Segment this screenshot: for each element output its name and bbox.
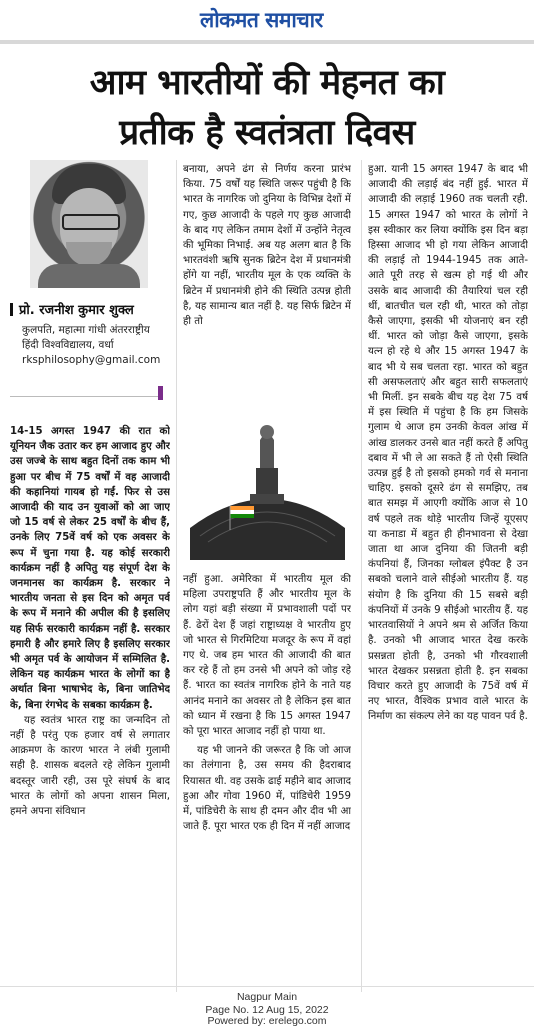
article-paragraph: यह स्वतंत्र भारत राष्ट्र का जन्मदिन तो नहीं है परंतु एक हजार वर्ष से लगातार आक्रमण के कारण भारत ने लंबी गुलामी सही है. शासक बदलते रहे लेकिन गुलामी बदस्तूर जारी रही, उस पूरे संघर्ष के बाद भारत के लोगों को अपना शासन मिला, हमने अपना संविधान xyxy=(10,714,170,818)
author-photo-beard xyxy=(66,242,112,266)
headline-line-2: प्रतीक है स्वतंत्रता दिवस xyxy=(119,113,415,153)
article-paragraph: नहीं हुआ. अमेरिका में भारतीय मूल की महिला उपराष्ट्रपति हैं और भारतीय मूल के लोग यहां बड़ी संख्या में प्रभावशाली पदों पर हैं. ढेरों देश हैं जहां राष्ट्राध्यक्ष वे भारतीय हुए जो भारत से गिरमिटिया मजदूर के रूप में वहां गए थे. जब हम भारत की आजादी की बात कर रहे हैं तो हम उनसे भी अपने को जोड़ रहे हैं. भारत का स्वतंत्र नागरिक होने के नाते यह आनंद मनाने का अवसर तो है लेकिन इस बात को ध्यान में रखना है कि 15 अगस्त 1947 को पूरा भारत आजाद नहीं हो पाया था. xyxy=(183,574,351,738)
headline-line-1: आम भारतीयों की मेहनत का xyxy=(89,63,445,103)
author-photo-shirt xyxy=(38,264,140,288)
author-rule xyxy=(10,396,160,397)
footer-edition: Nagpur Main xyxy=(236,991,298,1003)
article-column-1 xyxy=(10,424,170,989)
footer-powered-by[interactable]: Powered by: erelego.com xyxy=(207,1015,327,1027)
article-paragraph: यह भी जानने की जरूरत है कि जो आज का तेलंगाना है, उस समय की हैदराबाद रियासत थी. वह उसके ढाई महीने बाद आजाद हुआ और गोवा 1960 में, पांडिचेरी 1959 में, पांडिचेरी के साथ ही दमन और दीव भी आ जाते हैं. पूरा भारत एक ही दिन में नहीं आजाद xyxy=(183,745,351,833)
author-photo-glasses xyxy=(62,214,120,230)
author-rule-mark xyxy=(158,386,163,400)
author-name-text: प्रो. रजनीश कुमार शुक्ल xyxy=(19,303,134,318)
article-column-2-bottom xyxy=(183,572,351,992)
column-divider-2 xyxy=(361,160,362,992)
parliament-dome-illustration xyxy=(190,410,345,560)
article-paragraph: बनाया, अपने ढंग से निर्णय करना प्रारंभ किया. 75 वर्षों यह स्थिति जरूर पहुंची है कि भारत के नागरिक जो दुनिया के विभिन्न देशों में गए, कुछ आजादी के पहले गए कुछ आजादी के बाद गए लेकिन तमाम देशों में उन्होंने नेतृत्व की भूमिका निभाई. अब यह अलग बात है कि भारतवंशी ऋषि सुनक ब्रिटेन देश में प्रधानमंत्री होंगे या नहीं, भारतीय मूल के एक व्यक्ति के ब्रिटेन में प्रधानमंत्री होने की स्थिति उत्पन्न होती है, यह सामान्य बात नहीं है. यह सिर्फ ब्रिटेन में ही तो xyxy=(183,164,351,328)
masthead-rule xyxy=(0,40,534,44)
author-email: rksphilosophy@gmail.com xyxy=(22,354,161,366)
article-column-2-top xyxy=(183,162,351,402)
article-column-3 xyxy=(368,162,528,982)
masthead xyxy=(0,0,534,46)
author-name-bar xyxy=(10,303,13,316)
author-info xyxy=(22,323,160,368)
author-designation-1: कुलपति, महात्मा गांधी अंतरराष्ट्रीय xyxy=(22,324,150,336)
column-divider-1 xyxy=(176,160,177,992)
author-photo xyxy=(30,160,148,288)
article-paragraph: 14-15 अगस्त 1947 की रात को यूनियन जैक उतार कर हम आजाद हुए और उस जज्बे के साथ बहुत दिनों तक काम भी हुआ पर बीच में 75 वर्षों में वह आजादी की कहानियां गायब हो गईं. फिर से उस आजादी की याद उन युवाओं को आ जाए जो 15 वर्ष से लेकर 25 वर्षों के बीच हैं, उनके लिए 75वें वर्ष को एक अवसर के रूप में चुना गया है. यह कोई सरकारी कार्यक्रम नहीं है अपितु यह संपूर्ण देश के जनमानस का कार्यक्रम है. सरकार ने भारतीय जनता से इस दिन को अमृत पर्व के रूप में मनाने की अपील की है इसलिए यह सिर्फ सरकारी कार्यक्रम नहीं है. सरकार हमारी है और हमारे लिए है इसलिए सरकार भी अमृत पर्व के आयोजन में सम्मिलित है. लेकिन यह कार्यक्रम भारत के लोगों का है अर्थात बिना भाषाभेद के, बिना जातिभेद के, बिना रंगभेद के सबका कार्यक्रम है. xyxy=(10,426,170,711)
author-designation-2: हिंदी विश्वविद्यालय, वर्धा xyxy=(22,339,114,351)
article-paragraph: हुआ. यानी 15 अगस्त 1947 के बाद भी आजादी की लड़ाई बंद नहीं हुई. भारत में आजादी की लड़ाई 1960 तक चलती रही. 15 अगस्त 1947 को भारत के लोगों ने इस स्वीकार कर लिया क्योंकि इस दिन बड़ा हिस्सा आजाद भी हो गया लेकिन आजादी की लड़ाई तो 1944-1945 तक आते-आते पूरी तरह से खत्म हो गई थी और उसके बाद आजादी की तैयारियां चल रही थीं, बातचीत चल रही थी, भारत को तोड़ा कैसे जाएगा, इसकी भी योजनाएं बन रही थीं. भारत को जोड़ा कैसे जाएगा, इसके यत्न हो रहे थे और 15 अगस्त 1947 के बाद भी ये सब चलता रहा. भारत को बहुत सी असफलताएं और बहुत सारी सफलताएं भी मिलीं. इन सबके बीच यह देश 75 वर्ष में इस स्थिति में पहुंचा है कि हम जिसके गुलाम थे आज हम उनकी केवल आंख में आंख डालकर उनसे बात नहीं करते हैं अपितु दबाव में भी ले आ सकते हैं तो ऐसी स्थिति उत्पन्न हुई है तो इसको हमको गर्व से मनाना चाहिए. इसको दूसरे ढंग से समझिए, तब बात समझ में आएगी क्योंकि आज से 10 वर्ष पहले तक थोड़े भारतीय जिन्हें यूएसए या कनाडा में बहुत ही हीनभावना से देखा जाता था आज दुनिया की जितनी बड़ी कंपनियां हैं, जिनका ग्लोबल इंपैक्ट है उन सबको चलाने वाले सीईओ भारतीय हैं. यह संयोग है कि दुनिया की 15 सबसे बड़ी कंपनियों में उनके 9 सीईओ भारतीय हैं. यह भारतवासियों ने अपने श्रम से अर्जित किया है. उनको भी आजाद भारत देख करके प्रसन्नता होती है, उनको भी गौरवशाली भारत देखकर प्रसन्नता होती है. इन सबका विचार करते हुए आजादी के 75वें वर्ष में नए भारत, वैश्विक प्रभाव वाले भारत के निर्माण का संकल्प लेने का यह पावन पर्व है. xyxy=(368,164,528,723)
footer-page: Page No. 12 Aug 15, 2022 xyxy=(205,1004,329,1016)
author-name xyxy=(10,300,134,318)
footer-rule xyxy=(0,986,534,987)
newspaper-logo: लोकमत समाचार xyxy=(200,8,323,32)
